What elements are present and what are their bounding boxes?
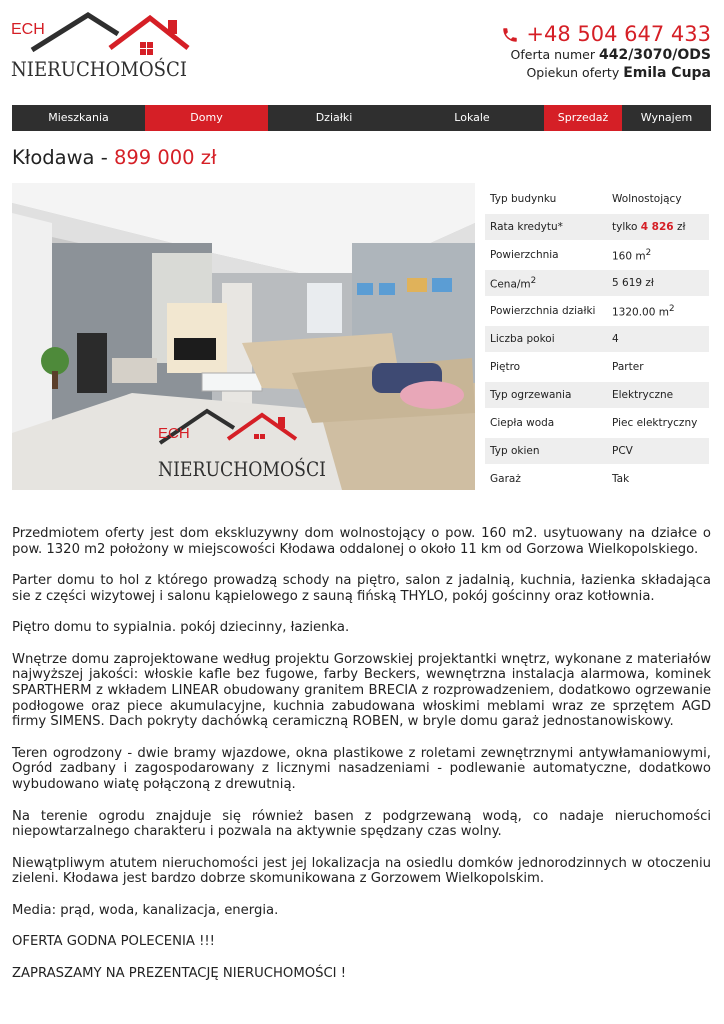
listing-price: 899 000 zł [113, 146, 217, 169]
description-paragraph: Piętro domu to sypialnia. pokój dziecinny, łazienka. [12, 620, 350, 636]
detail-row [485, 242, 709, 268]
detail-value: 1320.00 $m^2$ [612, 303, 675, 319]
phone-icon [501, 25, 519, 43]
detail-value: PCV [607, 438, 709, 464]
description-paragraph: Media: prąd, woda, kanalizacja, energia. [12, 902, 279, 918]
detail-label: Typ ogrzewania [485, 382, 607, 408]
detail-row [485, 214, 709, 240]
detail-value: Wolnostojący [612, 193, 682, 205]
detail-row [485, 354, 709, 380]
description-paragraph: Teren ogrodzony - dwie bramy wjazdowe, okna plastikowe z roletami zewnętrznymi antywłamaniowymi, Ogród zadbany i zagospodarowany z licznymi nasadzeniami - podlewanie automatyczne, dodatkowo wybudowano wiatę połączoną z drewutnią. [12, 745, 711, 793]
detail-label: Powierzchnia działki [490, 305, 596, 317]
property-details-table [485, 184, 709, 494]
nav-item-sprzedaz[interactable]: Sprzedaż [544, 105, 622, 131]
detail-value: Parter [612, 361, 644, 373]
logo-text-top: ECH [11, 21, 45, 38]
loan-installment: 4 826 [640, 221, 674, 233]
offer-number: 442/3070/ODS [598, 47, 711, 63]
detail-row [485, 298, 709, 324]
detail-row [485, 382, 709, 408]
offer-number-label: Oferta numer [510, 47, 595, 62]
detail-row [485, 270, 709, 296]
agent-line [501, 64, 711, 82]
description-paragraph: ZAPRASZAMY NA PREZENTACJĘ NIERUCHOMOŚCI ! [12, 965, 347, 981]
detail-label: Typ budynku [490, 193, 557, 205]
nav-item-lokale[interactable]: Lokale [454, 111, 490, 124]
detail-value: Tak [612, 473, 630, 485]
phone-number: +48 504 647 433 [526, 22, 711, 46]
description-paragraph: Przedmiotem oferty jest dom ekskluzywny dom wolnostojący o pow. 160 m2. usytuowany na działce o pow. 1320 m2 położony w miejscowości Kłodawa oddalonej o około 11 km od Gorzowa Wielkopolskiego. [12, 526, 711, 557]
detail-label: Rata kredytu* [485, 214, 607, 240]
detail-label: Liczba pokoi [485, 326, 607, 352]
agent-label: Opiekun oferty [526, 65, 620, 80]
description-paragraph: Parter domu to hol z którego prowadzą schody na piętro, salon z jadalnią, kuchnia, łazienka składająca sie z części wizytowej i salonu kąpielowego z sauną fińską THYLO, pokój gościnny oraz kotłownia. [12, 573, 711, 604]
detail-value: Elektryczne [607, 382, 709, 408]
detail-value: Piec elektryczny [612, 417, 698, 429]
agent-name: Emila Cupa [623, 65, 711, 81]
nav-item-mieszkania[interactable]: Mieszkania [48, 111, 109, 124]
detail-row [485, 410, 709, 436]
contact-info [501, 22, 711, 82]
nav-item-domy[interactable]: Domy [145, 105, 268, 131]
nav-item-wynajem[interactable]: Wynajem [640, 111, 693, 124]
detail-value: 4 [607, 326, 709, 352]
detail-row [485, 186, 709, 212]
detail-row [485, 326, 709, 352]
listing-city: Kłodawa [12, 146, 95, 169]
detail-label: Piętro [490, 361, 521, 373]
detail-value: tylko 4 826 zł [607, 214, 709, 240]
detail-label: Garaż [490, 473, 521, 485]
detail-value: 5 619 zł [607, 270, 709, 296]
property-description [12, 526, 711, 981]
detail-row [485, 438, 709, 464]
logo-house-icon [10, 10, 190, 82]
listing-title [12, 145, 217, 171]
description-paragraph: OFERTA GODNA POLECENIA !!! [12, 934, 215, 950]
property-photo[interactable] [12, 183, 475, 490]
main-nav [12, 105, 711, 131]
company-logo[interactable] [10, 10, 190, 82]
detail-row [485, 466, 709, 492]
detail-label: Ciepła woda [490, 417, 555, 429]
offer-number-line [501, 46, 711, 64]
description-paragraph: Niewątpliwym atutem nieruchomości jest jej lokalizacja na osiedlu domków jednorodzinnych w otoczeniu zieleni. Kłodawa jest bardzo dobrze skomunikowana z Gorzowem Wielkopolskim. [12, 855, 711, 887]
logo-text-bottom: NIERUCHOMOŚCI [11, 57, 190, 81]
svg-text:ECH: ECH [158, 425, 190, 442]
phone-link[interactable] [501, 22, 711, 46]
detail-value: 160 $m^2$ [612, 247, 652, 263]
detail-label: Cena/$m^2$ [485, 270, 607, 296]
description-paragraph: Na terenie ogrodu znajduje się również basen z podgrzewaną wodą, co nadaje nieruchomości niepowtarzalnego charakteru i pozwala na aktywnie spędzany czas wolny. [12, 808, 711, 840]
description-paragraph: Wnętrze domu zaprojektowane według projektu Gorzowskiej projektantki wnętrz, wykonane z materiałów najwyższej jakości: włoskie kafle bez fugowe, farby Beckers, wewnętrzna instalacja alarmowa, kominek SPARTHERM z wkładem LINEAR obudowany granitem BRECIA z rozprowadzeniem, dodatkowo ogrzewanie podłogowe oraz piece akumulacyjne, kuchnia zabudowana włoskimi meblami wraz ze sprzętem AGD firmy SIMENS. Dach pokryty dachówką ceramiczną ROBEN, w bryle domu garaż jednostanowiskowy. [12, 651, 711, 730]
svg-text:NIERUCHOMOŚCI: NIERUCHOMOŚCI [158, 457, 353, 481]
title-separator: - [94, 146, 114, 169]
detail-label: Powierzchnia [490, 249, 559, 261]
detail-label: Typ okien [485, 438, 607, 464]
nav-item-dzialki[interactable]: Działki [315, 111, 353, 124]
